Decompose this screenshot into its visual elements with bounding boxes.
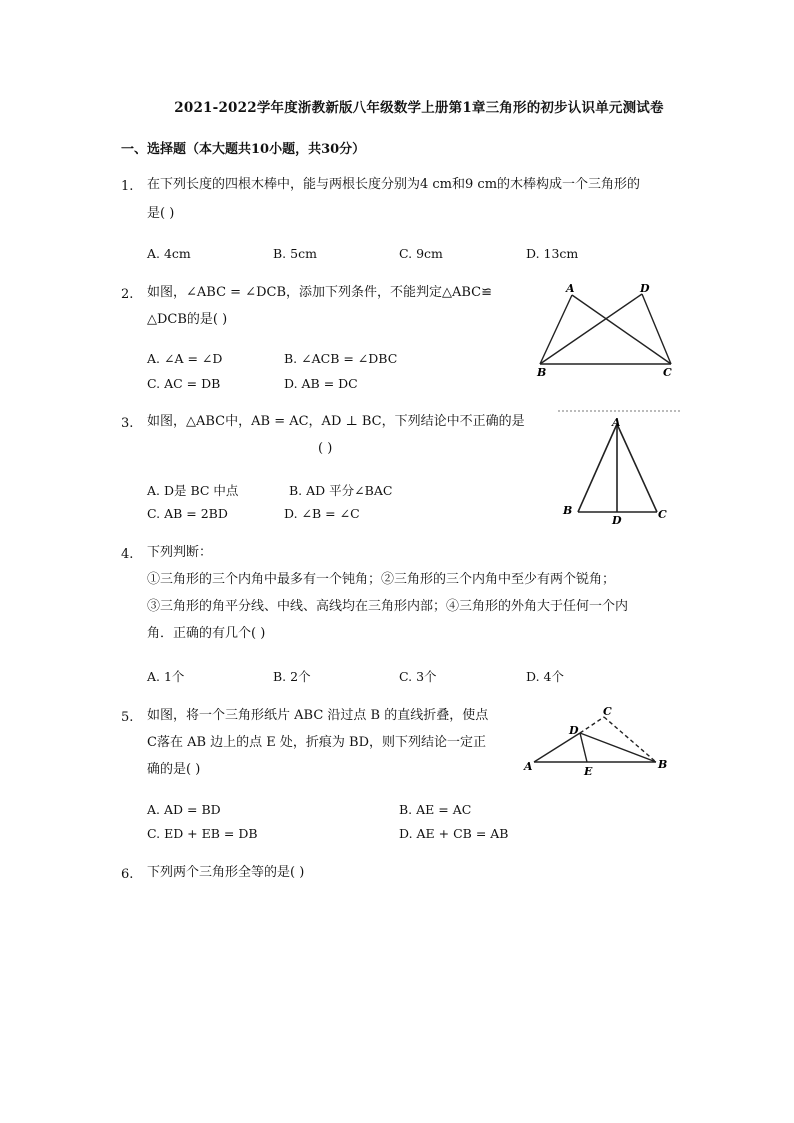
question-4-option-a[interactable]: A. 1个: [147, 669, 185, 684]
q2-label-b: B: [537, 366, 547, 379]
question-2-option-a[interactable]: A. ∠A = ∠D: [147, 351, 223, 366]
question-1-option-b[interactable]: B. 5cm: [273, 246, 317, 261]
question-5-figure: [520, 704, 675, 784]
question-3-number: 3.: [121, 416, 134, 431]
question-2-line-2: △DCB的是( ): [147, 312, 228, 327]
q2-label-c: C: [663, 366, 672, 379]
question-4-number: 4.: [121, 547, 134, 562]
q2-label-a: A: [566, 282, 575, 295]
question-5-option-c[interactable]: C. ED + EB = DB: [147, 826, 258, 841]
question-2-option-b[interactable]: B. ∠ACB = ∠DBC: [284, 351, 398, 366]
q2-label-d: D: [640, 282, 650, 295]
question-6-number: 6.: [121, 867, 134, 882]
q5-label-a: A: [524, 760, 533, 773]
question-5-line-2: C落在 AB 边上的点 E 处，折痕为 BD，则下列结论一定正: [147, 735, 487, 750]
question-5-option-d[interactable]: D. AE + CB = AB: [399, 826, 509, 841]
question-1-option-a[interactable]: A. 4cm: [147, 246, 191, 261]
question-1-number: 1.: [121, 179, 134, 194]
section-header: 一、选择题（本大题共10小题，共30分）: [121, 142, 366, 157]
question-4-line-2: ①三角形的三个内角中最多有一个钝角；②三角形的三个内角中至少有两个锐角；: [147, 572, 616, 587]
question-3-line-2: ( ): [318, 441, 333, 456]
question-1-option-c[interactable]: C. 9cm: [399, 246, 443, 261]
q5-label-b: B: [658, 758, 668, 771]
question-4-option-d[interactable]: D. 4个: [526, 669, 564, 684]
q3-label-d: D: [612, 514, 622, 527]
question-2-option-d[interactable]: D. AB = DC: [284, 376, 358, 391]
q3-label-a: A: [612, 416, 621, 429]
q5-label-e: E: [584, 765, 593, 778]
question-3-line-1: 如图，△ABC中，AB = AC，AD ⊥ BC，下列结论中不正确的是: [147, 414, 525, 429]
question-3-option-d[interactable]: D. ∠B = ∠C: [284, 506, 360, 521]
question-2-line-1: 如图，∠ABC = ∠DCB，添加下列条件，不能判定△ABC≌: [147, 285, 493, 300]
question-4-line-4: 角．正确的有几个( ): [147, 626, 266, 641]
question-1-option-d[interactable]: D. 13cm: [526, 246, 579, 261]
question-2-figure: [532, 280, 682, 380]
question-5-option-b[interactable]: B. AE = AC: [399, 802, 472, 817]
question-4-line-1: 下列判断：: [147, 545, 213, 560]
question-5-option-a[interactable]: A. AD = BD: [147, 802, 221, 817]
question-2-option-c[interactable]: C. AC = DB: [147, 376, 221, 391]
question-4-option-b[interactable]: B. 2个: [273, 669, 311, 684]
question-2-number: 2.: [121, 287, 134, 302]
question-5-line-1: 如图，将一个三角形纸片 ABC 沿过点 B 的直线折叠，使点: [147, 708, 489, 723]
question-3-option-a[interactable]: A. D是 BC 中点: [147, 483, 239, 498]
question-4-line-3: ③三角形的角平分线、中线、高线均在三角形内部；④三角形的外角大于任何一个内: [147, 599, 629, 614]
question-5-number: 5.: [121, 710, 134, 725]
q5-label-c: C: [603, 705, 612, 718]
question-1-line-1: 在下列长度的四根木棒中，能与两根长度分别为4 cm和9 cm的木棒构成一个三角形的: [147, 177, 641, 192]
question-1-line-2: 是( ): [147, 206, 175, 221]
question-4-option-c[interactable]: C. 3个: [399, 669, 437, 684]
question-3-figure: [556, 408, 686, 528]
q3-label-c: C: [658, 508, 667, 521]
document-title: 2021-2022学年度浙教新版八年级数学上册第1章三角形的初步认识单元测试卷: [174, 100, 664, 116]
question-3-option-b[interactable]: B. AD 平分∠BAC: [289, 483, 393, 498]
question-5-line-3: 确的是( ): [147, 762, 201, 777]
question-3-option-c[interactable]: C. AB = 2BD: [147, 506, 228, 521]
q5-label-d: D: [569, 724, 579, 737]
q3-label-b: B: [563, 504, 573, 517]
question-6-line-1: 下列两个三角形全等的是( ): [147, 865, 305, 880]
